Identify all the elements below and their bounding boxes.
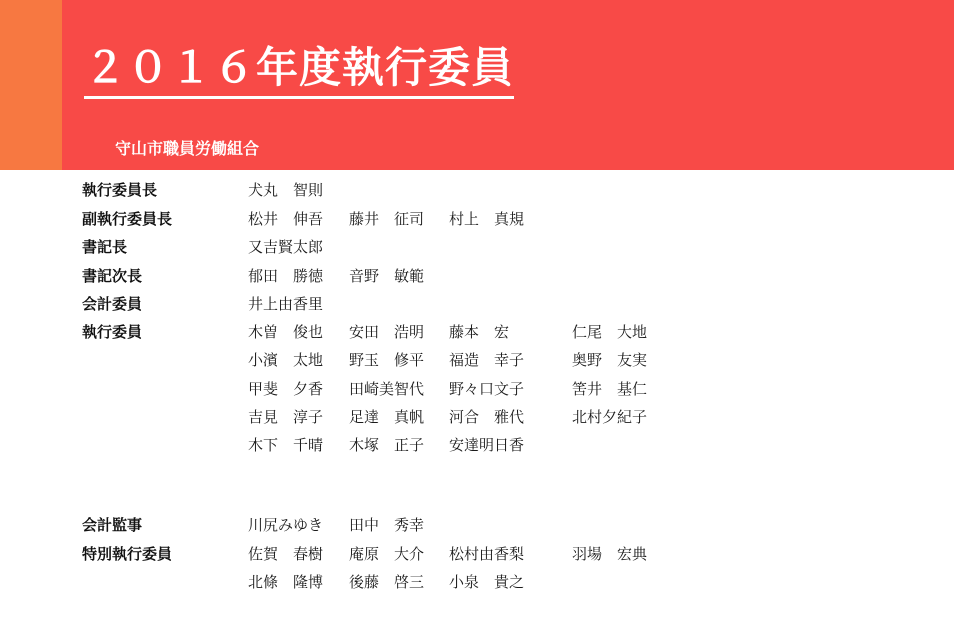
roster-row — [0, 540, 954, 568]
member-name: 河合 雅代 — [449, 408, 525, 426]
roster-row — [0, 318, 954, 346]
member-name: 藤本 宏 — [449, 323, 510, 341]
member-name: 木塚 正子 — [349, 436, 425, 454]
roster-row — [0, 262, 954, 290]
member-name: 羽場 宏典 — [572, 545, 648, 563]
member-name: 安田 浩明 — [349, 323, 425, 341]
roster-row — [0, 205, 954, 233]
member-name: 井上由香里 — [248, 295, 324, 313]
member-name: 木下 千晴 — [248, 436, 324, 454]
role-label: 書記次長 — [82, 267, 143, 285]
member-name: 北條 隆博 — [248, 573, 324, 591]
roster-row — [0, 568, 954, 596]
member-name: 郁田 勝徳 — [248, 267, 324, 285]
member-name: 佐賀 春樹 — [248, 545, 324, 563]
roster-row — [0, 431, 954, 459]
member-name: 小泉 貴之 — [449, 573, 525, 591]
roster-row — [0, 290, 954, 318]
member-name: 田中 秀幸 — [349, 516, 425, 534]
member-name: 松井 伸吾 — [248, 210, 324, 228]
member-name: 田崎美智代 — [349, 380, 425, 398]
member-name: 又吉賢太郎 — [248, 238, 324, 256]
member-name: 北村夕紀子 — [572, 408, 648, 426]
member-name: 安達明日香 — [449, 436, 525, 454]
roster-row — [0, 375, 954, 403]
member-name: 野玉 修平 — [349, 351, 425, 369]
member-name: 犬丸 智則 — [248, 181, 324, 199]
member-name: 筈井 基仁 — [572, 380, 648, 398]
member-name: 川尻みゆき — [248, 516, 324, 534]
member-name: 仁尾 大地 — [572, 323, 648, 341]
member-name: 福造 幸子 — [449, 351, 525, 369]
role-label: 執行委員 — [82, 323, 143, 341]
member-name: 小濱 太地 — [248, 351, 324, 369]
member-name: 松村由香梨 — [449, 545, 525, 563]
member-name: 足達 真帆 — [349, 408, 425, 426]
member-name: 庵原 大介 — [349, 545, 425, 563]
member-name: 吉見 淳子 — [248, 408, 324, 426]
roster-row — [0, 346, 954, 374]
role-label: 会計監事 — [82, 516, 143, 534]
member-name: 音野 敏範 — [349, 267, 425, 285]
member-name: 藤井 征司 — [349, 210, 425, 228]
organization-name: 守山市職員労働組合 — [115, 139, 260, 158]
member-name: 木曽 俊也 — [248, 323, 324, 341]
role-label: 会計委員 — [82, 295, 143, 313]
roster-row — [0, 233, 954, 261]
page-title: ２０１６年度執行委員 — [84, 40, 514, 99]
member-name: 野々口文子 — [449, 380, 525, 398]
member-name: 村上 真規 — [449, 210, 525, 228]
member-name: 後藤 啓三 — [349, 573, 425, 591]
role-label: 特別執行委員 — [82, 545, 173, 563]
member-name: 甲斐 夕香 — [248, 380, 324, 398]
role-label: 副執行委員長 — [82, 210, 173, 228]
role-label: 執行委員長 — [82, 181, 158, 199]
roster-row — [0, 403, 954, 431]
member-name: 奥野 友実 — [572, 351, 648, 369]
role-label: 書記長 — [82, 238, 128, 256]
header-accent-stripe — [0, 0, 62, 170]
roster-row — [0, 511, 954, 539]
roster-row — [0, 176, 954, 204]
